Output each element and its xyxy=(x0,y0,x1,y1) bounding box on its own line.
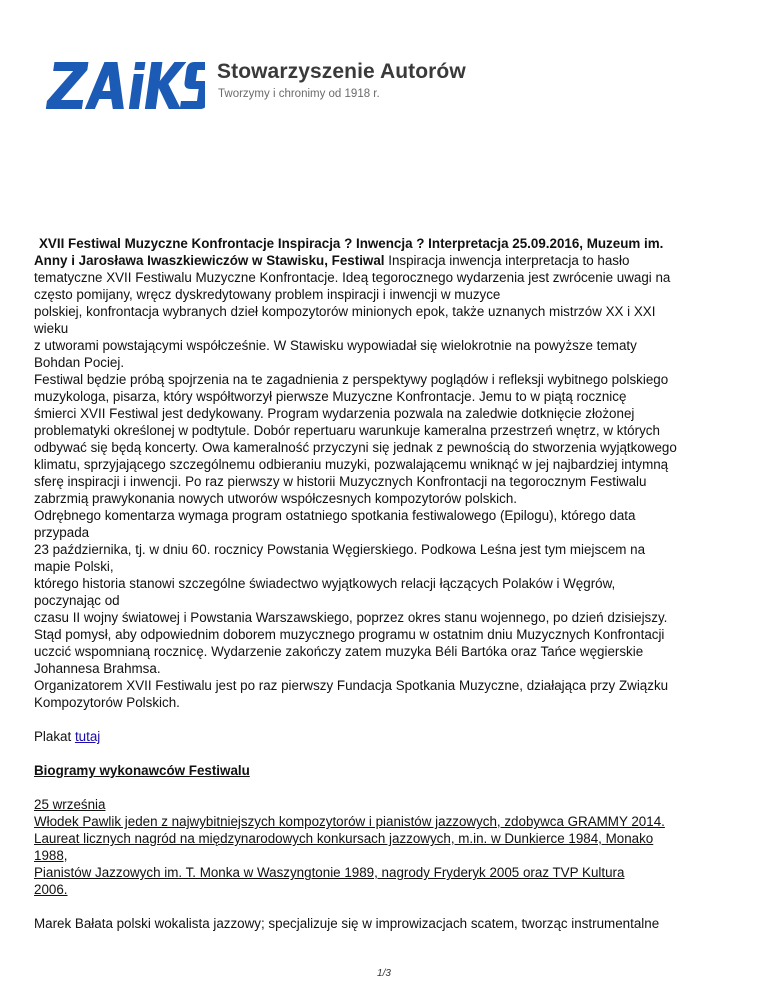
bio-line: Laureat licznych nagród na międzynarodowych konkursach jazzowych, m.in. w Dunkierce 1984, Monako xyxy=(34,831,654,846)
body-line: Festiwal będzie próbą spojrzenia na te zagadnienia z perspektywy poglądów i refleksji wybitnego polskiego xyxy=(34,372,669,387)
bios-heading: Biogramy wykonawców Festiwalu xyxy=(34,763,250,778)
body-line: Bohdan Pociej. xyxy=(34,355,125,370)
body-line: muzykologa, pisarza, który współtworzył pierwsze Muzyczne Konfrontacje. Jemu to w piątą rocznicę xyxy=(34,389,627,404)
body-line: Johannesa Brahmsa. xyxy=(34,661,161,676)
body-line: tematyczne XVII Festiwalu Muzyczne Konfrontacje. Ideą tegorocznego wydarzenia jest zwrócenie uwagi na xyxy=(34,270,671,285)
bio-line: 1988, xyxy=(34,848,68,863)
spacer xyxy=(34,898,734,915)
body-line: śmierci XVII Festiwal jest dedykowany. Program wydarzenia pozwala na zaledwie dotknięcie złożonej xyxy=(34,406,635,421)
body-line: Stąd pomysł, aby odpowiednim doborem muzycznego programu w ostatnim dniu Muzycznych Konfrontacji xyxy=(34,627,665,642)
bio-line: Pianistów Jazzowych im. T. Monka w Waszyngtonie 1989, nagrody Fryderyk 2005 oraz TVP Kultura xyxy=(34,865,625,880)
body-line: zabrzmią prawykonania nowych utworów współczesnych kompozytorów polskich. xyxy=(34,491,518,506)
body-line: 23 października, tj. w dniu 60. rocznicy Powstania Węgierskiego. Podkowa Leśna jest tym miejscem na xyxy=(34,542,646,557)
zaiks-logo xyxy=(45,58,205,113)
article xyxy=(34,235,734,932)
body-line-last: Marek Bałata polski wokalista jazzowy; specjalizuje się w improwizacjach scatem, tworząc instrumentalne xyxy=(34,916,660,931)
body-line: czasu II wojny światowej i Powstania Warszawskiego, poprzez okres stanu wojennego, po dzień dzisiejszy. xyxy=(34,610,668,625)
body-line: mapie Polski, xyxy=(34,559,114,574)
article-title-tail: Inspiracja inwencja interpretacja to hasło xyxy=(384,253,630,268)
org-tagline: Tworzymy i chronimy od 1918 r. xyxy=(218,88,380,100)
body-line: poczynając od xyxy=(34,593,120,608)
body-line: uczcić wspomnianą rocznicę. Wydarzenie zakończy zatem muzyka Béli Bartóka oraz Tańce węgierskie xyxy=(34,644,644,659)
body-line: odbywać się będą koncerty. Owa kameralność przyczyni się jednak z pewnością do stworzenia wyjątkowego xyxy=(34,440,677,455)
body-line: z utworami powstającymi współcześnie. W Stawisku wypowiadał się wielokrotnie na powyższe tematy xyxy=(34,338,637,353)
spacer xyxy=(34,779,734,796)
article-title-line-1: XVII Festiwal Muzyczne Konfrontacje Inspiracja ? Inwencja ? Interpretacja 25.09.2016, Muzeum im. xyxy=(39,236,664,251)
body-line: Organizatorem XVII Festiwalu jest po raz pierwszy Fundacja Spotkania Muzyczne, działająca przy Związku xyxy=(34,678,669,693)
bio-date: 25 września xyxy=(34,797,106,812)
poster-link[interactable]: tutaj xyxy=(74,729,101,744)
poster-line xyxy=(34,728,734,745)
header xyxy=(45,58,505,118)
article-title-line-2: Anny i Jarosława Iwaszkiewiczów w Stawisku, Festiwal Inspiracja inwencja interpretacja to hasło xyxy=(34,253,630,268)
body-line: Odrębnego komentarza wymaga program ostatniego spotkania festiwalowego (Epilogu), którego data xyxy=(34,508,636,523)
body-line: polskiej, konfrontacja wybranych dzieł kompozytorów minionych epok, także uznanych mistrzów XX i XXI xyxy=(34,304,656,319)
spacer xyxy=(34,745,734,762)
body-line: problematyki określonej w podtytule. Dobór repertuaru warunkuje kameralna przestrzeń wnętrz, w których xyxy=(34,423,660,438)
bio-block xyxy=(34,796,734,898)
org-name: Stowarzyszenie Autorów xyxy=(217,60,466,83)
body-line: przypada xyxy=(34,525,90,540)
body-line: sferę inspiracji i inwencji. Po raz pierwszy w historii Muzycznych Konfrontacji na tegorocznym Festiwalu xyxy=(34,474,647,489)
spacer xyxy=(34,711,734,728)
body-line: wieku xyxy=(34,321,69,336)
bio-line: Włodek Pawlik jeden z najwybitniejszych kompozytorów i pianistów jazzowych, zdobywca GRAMMY 2014. xyxy=(34,814,665,829)
body-line: Kompozytorów Polskich. xyxy=(34,695,180,710)
body-line: często pomijany, wręcz dyskredytowany problem inspiracji i inwencji w muzyce xyxy=(34,287,501,302)
poster-label: Plakat xyxy=(34,729,75,744)
body-line: którego historia stanowi szczególne świadectwo wyjątkowych relacji łączących Polaków i Węgrów, xyxy=(34,576,616,591)
page-number: 1/3 xyxy=(377,968,391,979)
body-line: klimatu, sprzyjającego szczególnemu odbieraniu muzyki, pozwalającemu wniknąć w jej najbardziej intymną xyxy=(34,457,669,472)
bio-line: 2006. xyxy=(34,882,68,897)
